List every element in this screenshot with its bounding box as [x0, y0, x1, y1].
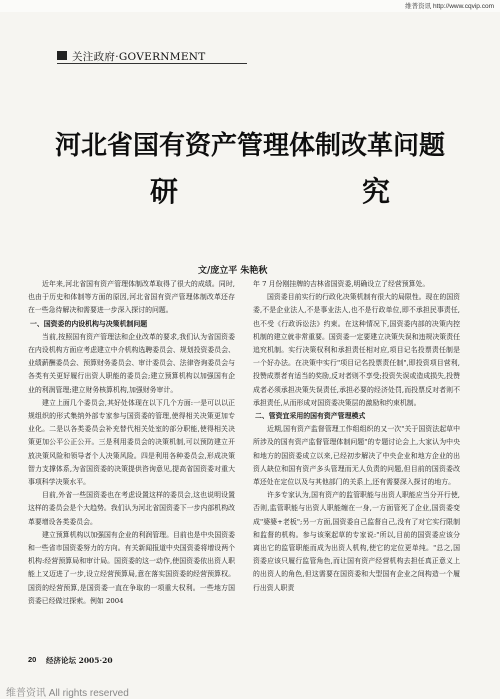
- bottom-watermark: 维普资讯 All rights reserved: [6, 688, 129, 699]
- top-watermark: 维普资讯 http://www.cqvip.com: [405, 3, 494, 10]
- title-char: 究: [361, 175, 390, 208]
- paragraph: 建立上面几个委员会,其好处体现在以下几个方面:一是可以以正规组织的形式集纳外部专家参与国资委的管理,使得相关决策更加专业化。二是以各类委员会补充替代相关处室的部分职能,使得相关决策更加公平公正公开。三是利用委员会的决策机制,可以预防建立开放决策风险和领导者个人决策风险。四是利用各种委员会,形成决策智力支撑体系,为省国资委的决策提供咨询意见,提高省国资委对重大事项科学决策水平。: [28, 398, 235, 487]
- paragraph: 当前,按照国有资产管理法和企业改革的要求,我们认为省国资委在内设机构方面应考虑建立中介机构选聘委员会、规划投资委员会、业绩薪酬委员会、预算财务委员会、审计委员会、法律咨询委员会与各类有关更好履行出资人职能的委员会;建立预算机构以加强国有企业的利润管理;建立财务核算机构,加强财务审计。: [28, 332, 235, 394]
- left-column: [28, 278, 235, 608]
- article-title-line2: [150, 170, 390, 210]
- paragraph: 许多专家认为,国有资产的监管职能与出资人职能应当分开行使,否则,监管职能与出资人职能缠在一身,一方面管死了企业,国资委变成"婆婆+老板";另一方面,国资委自己监督自己,没有了对它实行限制和监督的机构。参与该案起草的专家说:"所以,目前的国资委应该分离出它的监管职能而成为出资人机构,使它的定位更单纯。"总之,国资委应该只履行监管角色,而让国有资产经营机构去担任真正意义上的出资人的角色,但这需要在国资委和大型国有企业之间构造一个履行出资人职责: [253, 491, 460, 592]
- right-column: [253, 278, 460, 595]
- section-marker: [57, 51, 67, 60]
- header-rule: [57, 63, 247, 64]
- journal-name: 经济论坛 2005·20: [46, 656, 113, 665]
- article-title: 河北省国有资产管理体制改革问题: [54, 131, 445, 161]
- paragraph: 年 7 月份刚挂牌的吉林省国资委,明确设立了经营预算处。: [253, 280, 430, 288]
- paragraph: 近年来,河北省国有资产管理体制改革取得了很大的成绩。同时,也由于历史和体制等方面的原因,河北省国有资产管理体制改革还存在一些急待解决和需要进一步深入探讨的问题。: [28, 280, 235, 315]
- page-number: 20: [28, 655, 37, 664]
- title-char: 研: [150, 175, 179, 208]
- paragraph: 建立预算机构以加强国有企业的利润管理。目前也是中央国资委和一些省市国资委努力的方向。有关新闻报道中央国资委将增设两个机构:经营预算局和审计局。国资委的这一动作,使国资委依出资人职能上又迈进了一步,设立经营预算局,意在落实国资委的经营预算权。国资的经营预算,是国资委一直在争取的一项重大权利。一些地方国资委已经做过探索。例如 2004: [28, 530, 235, 605]
- section-heading: 一、国资委的内设机构与决策机制问题: [30, 319, 148, 328]
- paragraph: 目前,外省一些国资委也在考虑设置这样的委员会,这也说明设置这样的委员会是个大趋势。我们认为河北省国资委下一步内部机构改革要增设各类委员会。: [28, 491, 235, 526]
- section-heading: 二、管资宜采用的国有资产管理模式: [255, 412, 366, 421]
- paragraph: 近期,国有资产监督管理工作组组织的又一次"关于国资法起草中所涉及的国有资产监督管理体制问题"的专题讨论会上,大家认为中央和地方的国资委成立以来,已经初步解决了中央企业和地方企业的出资人缺位和国有资产多头管理而无人负责的问题,但目前的国资委改革还处在定位以及与其他部门的关系上,还有需要深入探讨的地方。: [253, 425, 460, 487]
- section-label: 关注政府·GOVERNMENT: [72, 51, 206, 63]
- byline: 文/庞立平 朱艳秋: [198, 266, 268, 276]
- paragraph: 国资委目前实行的行政化决策机制有很大的局限性。现在的国资委,不是企业法人,不是事业法人,也不是行政单位,即不承担民事责任,也不受《行政诉讼法》约束。在这种情况下,国资委内部的决策内控机制的建立就非常重要。国资委一定要建立决策失误和违规决策责任追究机制。实行决策权利和承担责任相对应,项目记名投票责任制是一个好办法。在决策中实行"项目记名投票责任制",即投资项目营利,投赞成票者有适当的奖励,反对者则不享受;投资失误或造成损失,投赞成者必须承担决策失误责任,承担必要的经济处罚,而投票反对者则不承担责任,从而形成对国资委决策层的激励和约束机制。: [253, 293, 460, 407]
